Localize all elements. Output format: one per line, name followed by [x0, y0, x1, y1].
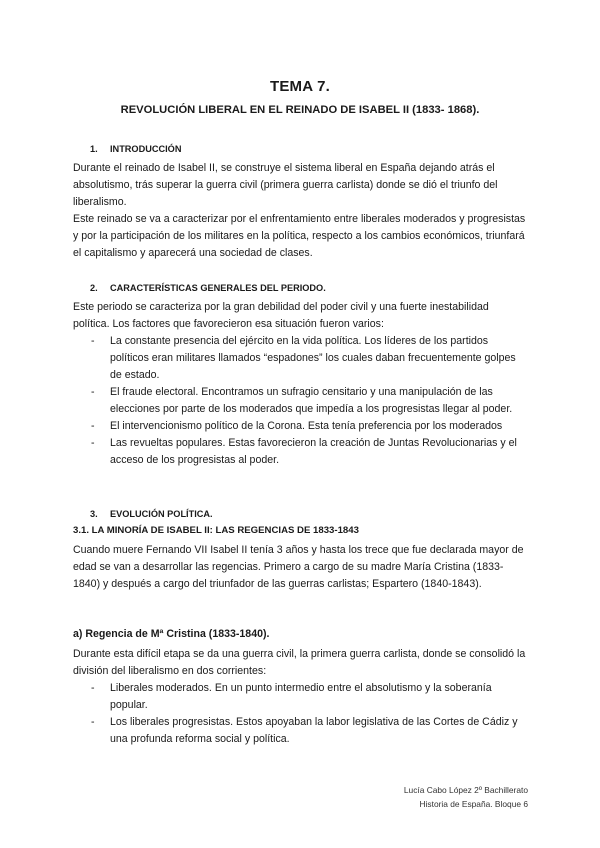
list-item	[73, 680, 528, 714]
document-title: TEMA 7.	[269, 78, 331, 95]
page-footer	[404, 783, 528, 811]
list-item	[73, 435, 528, 469]
footer-author: Lucía Cabo López 2º Bachillerato	[403, 785, 528, 795]
bullet-dash: -	[91, 386, 95, 398]
subsection-heading: 3.1. LA MINORÍA DE ISABEL II: LAS REGENCIAS DE 1833-1843	[73, 525, 359, 536]
list-item-text: Las revueltas populares. Estas favorecieron la creación de Juntas Revolucionarias y el acceso de los progresistas al poder.	[110, 437, 517, 466]
characteristics-paragraph: Este periodo se caracteriza por la gran debilidad del poder civil y una fuerte inestabilidad política. Los factores que favorecieron esa situación fueron varios:	[73, 301, 489, 330]
bullet-dash: -	[91, 335, 95, 347]
factors-list	[73, 333, 528, 469]
regencies-paragraph: Cuando muere Fernando VII Isabel II tenía 3 años y hasta los trece que fue declarada mayor de edad se van a desarrollar las regencias. Primero a cargo de su madre María Cristina (1833-1840) y después a cargo del triunfador de las guerras carlistas; Espartero (1840-1843).	[73, 544, 524, 590]
intro-paragraph-2: Este reinado se va a caracterizar por el enfrentamiento entre liberales moderados y progresistas y por la participación de los militares en la política, respecto a los cambios económicos, triunfará el capitalismo y aparecerá una sociedad de clases.	[73, 213, 526, 259]
bullet-dash: -	[91, 437, 95, 449]
list-item-text: Liberales moderados. En un punto intermedio entre el absolutismo y la soberanía popular.	[110, 682, 492, 711]
list-item	[73, 418, 528, 435]
intro-paragraph-1: Durante el reinado de Isabel II, se construye el sistema liberal en España dejando atrás el absolutismo, trás superar la guerra civil (primera guerra carlista) donde se dió el triunfo del liberalismo.	[73, 162, 498, 208]
list-item-text: La constante presencia del ejército en la vida política. Los líderes de los partidos políticos eran militares llamados “espadones” los cuales daban frecuentemente golpes de estado.	[110, 335, 516, 381]
list-item	[73, 384, 528, 418]
section-3-heading	[90, 509, 213, 519]
bullet-dash: -	[91, 716, 95, 728]
section-number: 2.	[90, 283, 98, 293]
list-item-text: Los liberales progresistas. Estos apoyaban la labor legislativa de las Cortes de Cádiz y una profunda reforma social y política.	[110, 716, 518, 745]
bullet-dash: -	[91, 420, 95, 432]
section-number: 3.	[90, 509, 98, 519]
section-title: INTRODUCCIÓN	[110, 144, 182, 154]
section-number: 1.	[90, 144, 98, 154]
section-1-heading	[90, 144, 181, 154]
bullet-dash: -	[91, 682, 95, 694]
section-2-heading	[90, 283, 326, 293]
section-title: CARACTERÍSTICAS GENERALES DEL PERIODO.	[110, 283, 326, 293]
list-item-text: El intervencionismo político de la Corona. Esta tenía preferencia por los moderados	[110, 420, 503, 432]
section-title: EVOLUCIÓN POLÍTICA.	[110, 509, 213, 519]
liberal-currents-list	[73, 680, 528, 748]
footer-course: Historia de España. Bloque 6	[419, 799, 528, 809]
list-item	[73, 714, 528, 748]
regency-heading: a) Regencia de Mª Cristina (1833-1840).	[73, 628, 270, 640]
document-subtitle: REVOLUCIÓN LIBERAL EN EL REINADO DE ISABEL II (1833- 1868).	[120, 104, 480, 116]
list-item-text: El fraude electoral. Encontramos un sufragio censitario y una manipulación de las elecciones por parte de los moderados que impedía a los progresistas llegar al poder.	[110, 386, 513, 415]
list-item	[73, 333, 528, 384]
regency-paragraph: Durante esta difícil etapa se da una guerra civil, la primera guerra carlista, donde se consolidó la división del liberalismo en dos corrientes:	[73, 648, 526, 677]
